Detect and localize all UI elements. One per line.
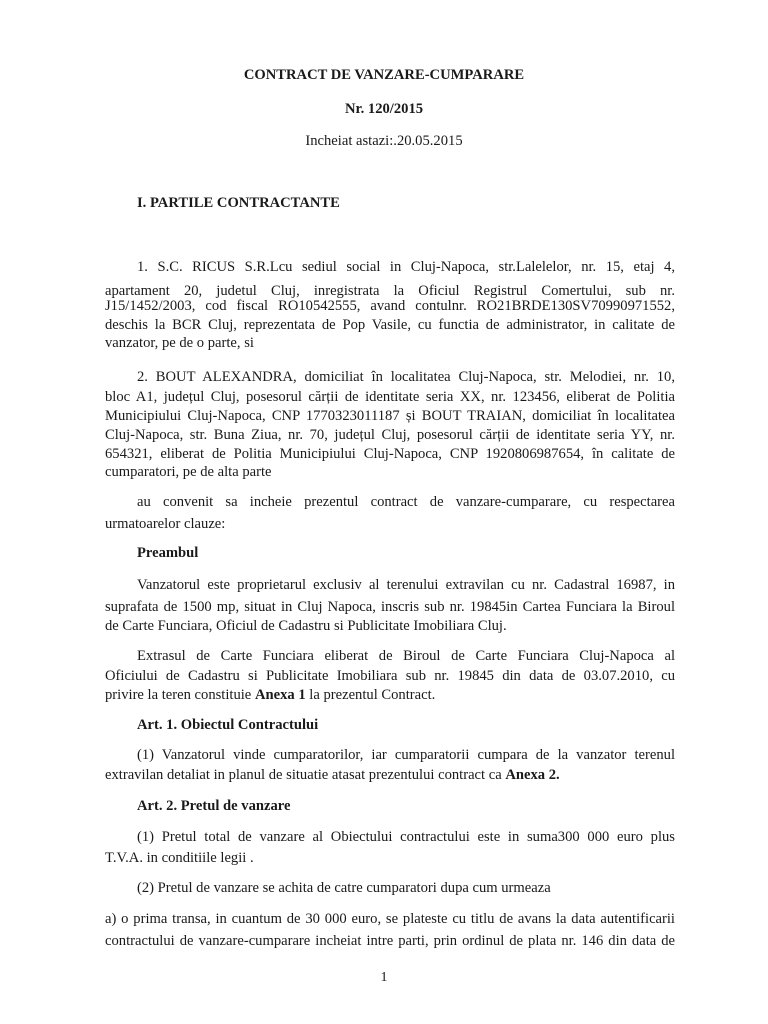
article-2-item-a-line: contractului de vanzare-cumparare incheiat intre parti, prin ordinul de plata nr. 146 din data de: [105, 933, 675, 949]
party-2-line: Cluj-Napoca, str. Buna Ziua, nr. 70, județul Cluj, posesorul cărții de identitate seria YY, nr.: [105, 427, 675, 443]
article-2-paragraph-2: (2) Pretul de vanzare se achita de catre cumparatori dupa cum urmeaza: [137, 880, 551, 896]
preamble-extract-text: la prezentul Contract.: [305, 687, 436, 703]
preamble-line: Vanzatorul este proprietarul exclusiv al terenului extravilan cu nr. Cadastral 16987, in: [137, 577, 675, 593]
article-2-line: T.V.A. in conditiile legii .: [105, 850, 254, 866]
article-1-line: [105, 766, 560, 784]
article-1-text: extravilan detaliat in planul de situatie atasat prezentului contract ca: [105, 767, 506, 783]
preamble-extract-line: Oficiului de Cadastru si Publicitate Imobiliara sub nr. 19845 din data de 03.07.2010, cu: [105, 668, 675, 684]
preamble-extract-line: [105, 686, 435, 704]
party-2-line: 654321, eliberat de Politia Municipiului Cluj-Napoca, CNP 1920806987654, în calitate de: [105, 446, 675, 462]
party-2-line: cumparatori, pe de alta parte: [105, 464, 272, 480]
preamble-line: de Carte Funciara, Oficiul de Cadastru si Publicitate Imobiliara Cluj.: [105, 618, 507, 634]
contract-date: Incheiat astazi:.20.05.2015: [305, 133, 463, 149]
contract-title: CONTRACT DE VANZARE-CUMPARARE: [243, 67, 525, 83]
party-1-line: 1. S.C. RICUS S.R.Lcu sediul social in Cluj-Napoca, str.Lalelelor, nr. 15, etaj 4,: [137, 259, 675, 275]
party-1-line: vanzator, pe de o parte, si: [105, 335, 254, 351]
page-number: 1: [380, 970, 388, 985]
party-1-line: J15/1452/2003, cod fiscal RO10542555, avand contulnr. RO21BRDE130SV70990971552,: [105, 298, 675, 314]
agreement-line: au convenit sa incheie prezentul contract de vanzare-cumparare, cu respectarea: [137, 494, 675, 510]
party-2-line: 2. BOUT ALEXANDRA, domiciliat în localitatea Cluj-Napoca, str. Melodiei, nr. 10,: [137, 369, 675, 385]
annex-2-reference: Anexa 2.: [505, 767, 560, 783]
article-2-line: (1) Pretul total de vanzare al Obiectului contractului este in suma300 000 euro plus: [137, 829, 675, 845]
party-2-line: bloc A1, județul Cluj, posesorul cărții de identitate seria XX, nr. 123456, eliberat de Politia: [105, 389, 675, 405]
contract-number: Nr. 120/2015: [344, 101, 424, 117]
article-2-heading: Art. 2. Pretul de vanzare: [137, 798, 291, 814]
agreement-line: urmatoarelor clauze:: [105, 516, 226, 532]
annex-1-reference: Anexa 1: [254, 687, 306, 703]
preamble-extract-line: Extrasul de Carte Funciara eliberat de Biroul de Carte Funciara Cluj-Napoca al: [137, 648, 675, 664]
preamble-heading: Preambul: [137, 545, 199, 561]
article-1-heading: Art. 1. Obiectul Contractului: [137, 717, 319, 733]
party-1-line: apartament 20, judetul Cluj, inregistrata la Oficiul Registrul Comertului, sub nr.: [105, 283, 675, 299]
party-1-line: deschis la BCR Cluj, reprezentata de Pop Vasile, cu functia de administrator, in calitate de: [105, 317, 675, 333]
party-2-line: Municipiului Cluj-Napoca, CNP 1770323011187 și BOUT TRAIAN, domiciliat în localitatea: [105, 408, 675, 424]
preamble-extract-text: privire la teren constituie: [105, 687, 255, 703]
article-2-item-a-line: a) o prima transa, in cuantum de 30 000 euro, se plateste cu titlu de avans la data autentificarii: [105, 911, 675, 927]
section-heading-parties: I. PARTILE CONTRACTANTE: [137, 195, 340, 211]
preamble-line: suprafata de 1500 mp, situat in Cluj Napoca, inscris sub nr. 19845in Cartea Funciara la Biroul: [105, 599, 675, 615]
article-1-line: (1) Vanzatorul vinde cumparatorilor, iar cumparatorii cumpara de la vanzator terenul: [137, 747, 675, 763]
